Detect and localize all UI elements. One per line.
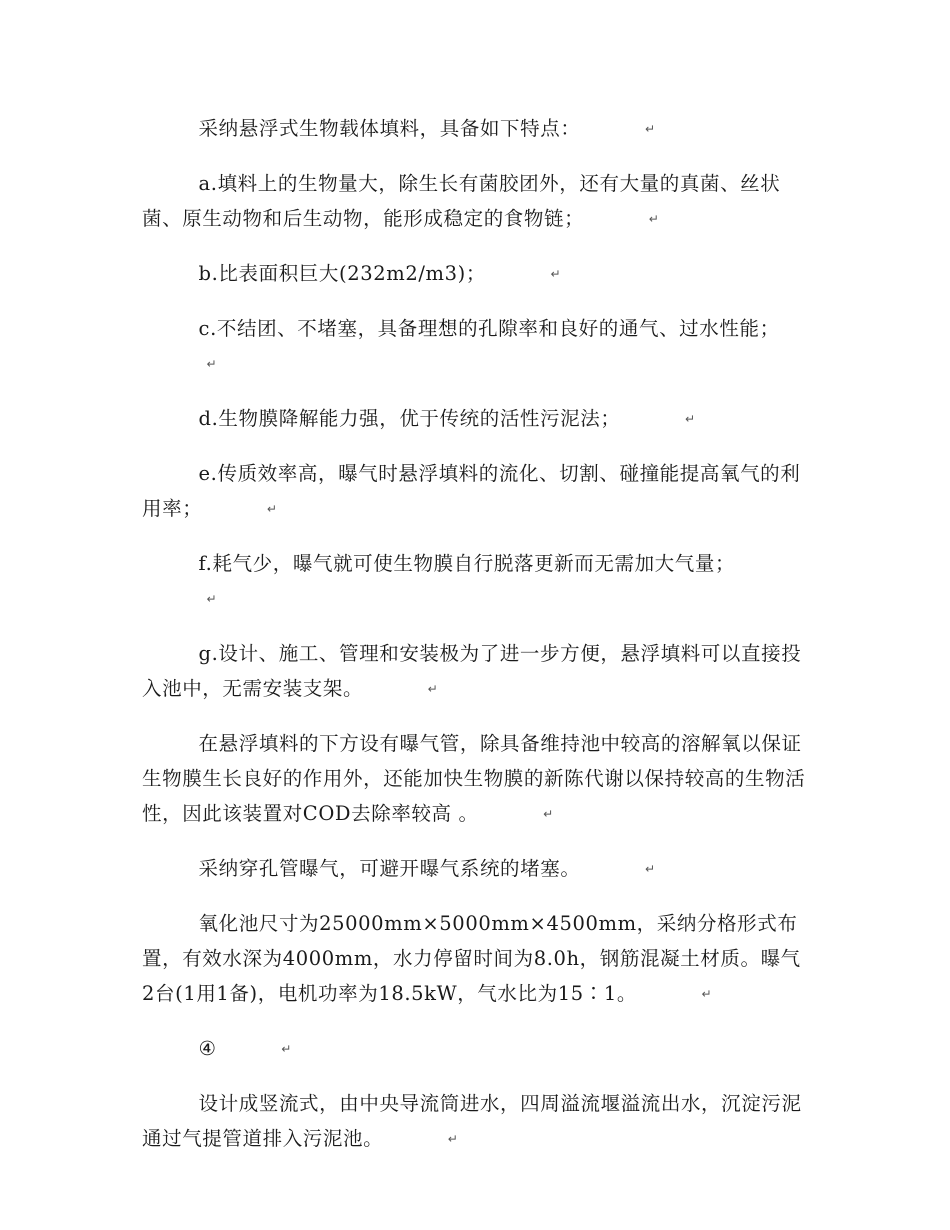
paragraph-aeration-pipe: 在悬浮填料的下方设有曝气管，除具备维持池中较高的溶解氧以保证生物膜生长良好的作用外，还能加快生物膜的新陈代谢以保持较高的生物活性，因此该装置对COD去除率较高 。 ↵ [142,726,806,832]
paragraph-mark-icon: ↵ [645,862,656,876]
paragraph-section-number: ④ ↵ [142,1031,806,1067]
paragraph-feature-c: c.不结团、不堵塞，具备理想的孔隙率和良好的通气、过水性能；↵ [142,311,806,382]
paragraph-feature-b: b.比表面积巨大(232m2/m3)； ↵ [142,256,806,292]
paragraph-mark-icon: ↵ [645,122,656,136]
paragraph-feature-g: g.设计、施工、管理和安装极为了进一步方便，悬浮填料可以直接投入池中，无需安装支架。 ↵ [142,636,806,707]
paragraph-perforated-pipe: 采纳穿孔管曝气，可避开曝气系统的堵塞。 ↵ [142,851,806,887]
paragraph-feature-d: d.生物膜降解能力强，优于传统的活性污泥法； ↵ [142,401,806,437]
document-body [142,111,806,1176]
paragraph-mark-icon: ↵ [206,592,217,606]
paragraph-intro: 采纳悬浮式生物载体填料，具备如下特点： ↵ [142,111,806,147]
paragraph-mark-icon: ↵ [206,357,217,371]
paragraph-mark-icon: ↵ [684,412,696,426]
paragraph-mark-icon: ↵ [543,807,554,821]
paragraph-feature-a: a.填料上的生物量大，除生长有菌胶团外，还有大量的真菌、丝状菌、原生动物和后生动物，能形成稳定的食物链； ↵ [142,166,806,237]
paragraph-mark-icon: ↵ [648,212,659,226]
paragraph-feature-e: e.传质效率高，曝气时悬浮填料的流化、切割、碰撞能提高氧气的利用率； ↵ [142,456,806,527]
paragraph-mark-icon: ↵ [427,682,438,696]
paragraph-mark-icon: ↵ [281,1042,292,1056]
paragraph-settling-tank: 设计成竖流式，由中央导流筒进水，四周溢流堰溢流出水，沉淀污泥通过气提管道排入污泥池。 ↵ [142,1086,806,1157]
paragraph-mark-icon: ↵ [701,987,712,1001]
paragraph-mark-icon: ↵ [447,1132,458,1146]
paragraph-mark-icon: ↵ [550,267,561,281]
paragraph-feature-f: f.耗气少，曝气就可使生物膜自行脱落更新而无需加大气量；↵ [142,546,806,617]
paragraph-mark-icon: ↵ [266,502,277,516]
paragraph-oxidation-tank: 氧化池尺寸为25000mm×5000mm×4500mm，采纳分格形式布置，有效水深为4000mm，水力停留时间为8.0h，钢筋混凝土材质。曝气2台(1用1备)，电机功率为18.5kW，气水比为15∶1。 ↵ [142,906,806,1012]
